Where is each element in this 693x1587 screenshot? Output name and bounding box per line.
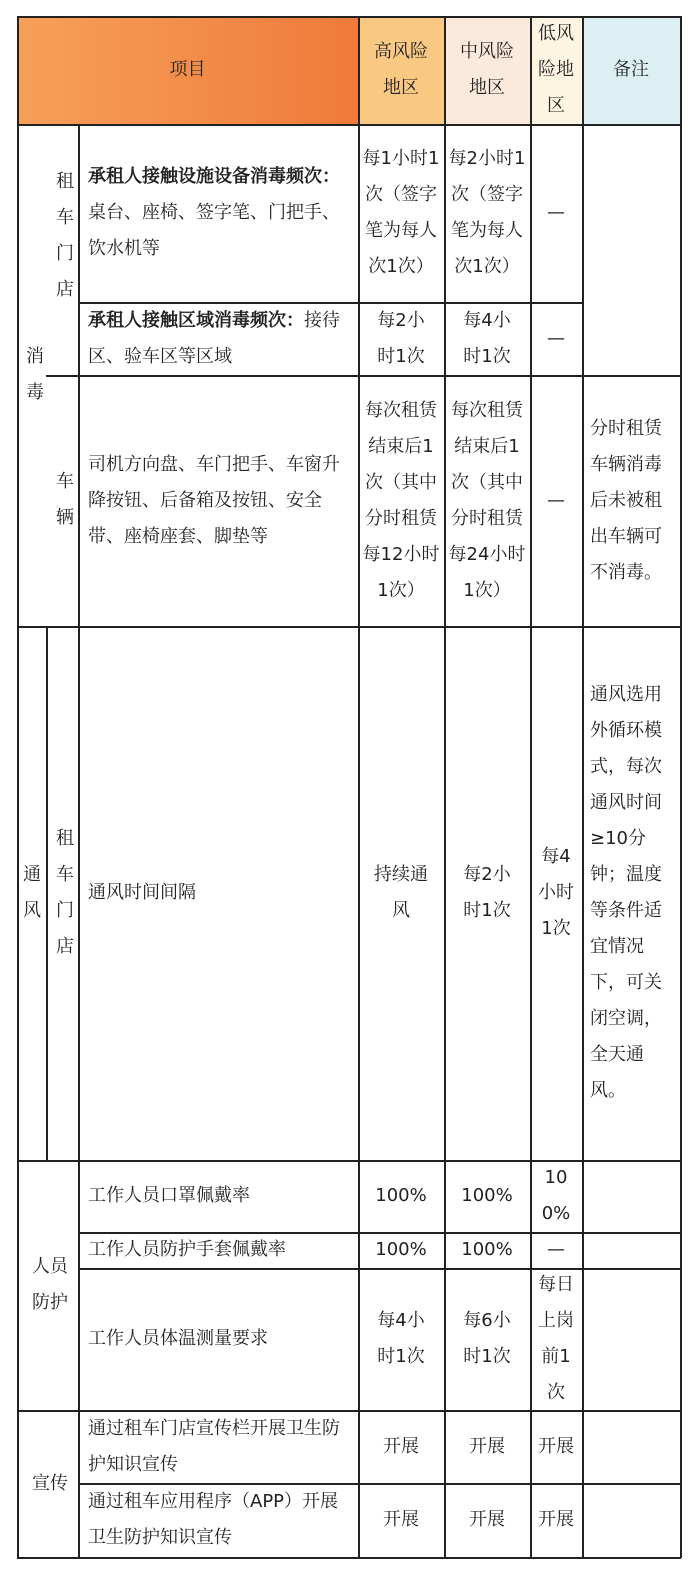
group-ventilation: 通风 <box>23 864 41 921</box>
row-5-item: 工作人员口罩佩戴率 <box>88 1185 250 1206</box>
row-9-high: 开展 <box>383 1509 419 1530</box>
row-8-item: 通过租车门店宣传栏开展卫生防护知识宣传 <box>88 1417 340 1475</box>
row-4-low: 每4小时1次 <box>538 846 574 939</box>
grid-line <box>78 124 80 1558</box>
row-3-remark: 分时租赁车辆消毒后未被租出车辆可不消毒。 <box>590 417 662 583</box>
header-remark-label: 备注 <box>613 59 649 80</box>
grid-line <box>582 16 584 1558</box>
row-3-mid: 每次租赁结束后1次（其中分时租赁每24小时1次） <box>448 399 526 601</box>
row-9-item: 通过租车应用程序（APP）开展卫生防护知识宣传 <box>88 1491 339 1548</box>
grid-line <box>17 16 19 1558</box>
row-4-mid: 每2小时1次 <box>463 864 511 921</box>
row-2-item-bold: 承租人接触区域消毒频次： <box>88 309 304 331</box>
row-1-high: 每1小时1次（签字笔为每人次1次） <box>362 148 440 277</box>
row-7-mid: 每6小时1次 <box>463 1310 511 1367</box>
row-9-low: 开展 <box>538 1509 574 1530</box>
grid-line <box>530 16 532 1558</box>
grid-line <box>46 626 48 1160</box>
header-item-label: 项目 <box>169 59 206 80</box>
group-disinfect-store: 租车门店 <box>56 171 74 300</box>
row-6-low: — <box>547 1239 565 1260</box>
group-publicity: 宣传 <box>32 1473 68 1494</box>
row-2-mid: 每4小时1次 <box>463 309 511 367</box>
header-high-label: 高风险地区 <box>374 41 428 98</box>
header-remark <box>582 16 680 124</box>
row-2-high: 每2小时1次 <box>377 309 425 367</box>
group-disinfect: 消毒 <box>26 346 44 403</box>
group-vent-store: 租车门店 <box>56 828 74 957</box>
row-2-item-text: 接待区、验车区等区域 <box>88 309 340 367</box>
row-6-high: 100% <box>375 1239 427 1260</box>
header-mid-risk <box>444 16 530 124</box>
row-1-item-text: 桌台、座椅、签字笔、门把手、饮水机等 <box>88 202 340 259</box>
grid-line <box>358 16 360 1558</box>
grid-line <box>680 16 682 1558</box>
row-4-high: 持续通风 <box>374 864 428 921</box>
row-3-low: — <box>547 489 565 511</box>
row-1-item-bold: 承租人接触设施设备消毒频次： <box>88 166 340 187</box>
grid-line <box>46 375 681 377</box>
header-mid-label: 中风险地区 <box>460 41 514 98</box>
row-1-item <box>78 124 358 302</box>
row-7-high: 每4小时1次 <box>377 1310 425 1367</box>
row-2-low: — <box>547 327 565 349</box>
row-5-high: 100% <box>375 1185 427 1206</box>
grid-line <box>78 1483 681 1485</box>
header-item <box>17 16 358 124</box>
grid-line <box>78 1232 681 1234</box>
row-4-remark: 通风选用外循环模式，每次通风时间≥10分钟；温度等条件适宜情况下，可关闭空调，全天通风。 <box>590 684 662 1101</box>
row-8-mid: 开展 <box>469 1435 505 1457</box>
row-4-item: 通风时间间隔 <box>88 882 196 903</box>
row-1-mid: 每2小时1次（签字笔为每人次1次） <box>448 148 526 277</box>
grid-line <box>444 16 446 1558</box>
row-5-low: 100% <box>541 1167 571 1224</box>
group-disinfect-vehicle: 车辆 <box>56 471 74 528</box>
row-8-high: 开展 <box>383 1435 419 1457</box>
row-7-item: 工作人员体温测量要求 <box>88 1328 268 1349</box>
row-6-item: 工作人员防护手套佩戴率 <box>88 1239 286 1260</box>
row-8-low: 开展 <box>538 1435 574 1457</box>
row-1-low: — <box>547 202 565 223</box>
grid-line <box>78 302 582 304</box>
row-7-low: 每日上岗前1次 <box>538 1274 574 1403</box>
group-protection: 人员防护 <box>32 1256 68 1313</box>
row-3-item: 司机方向盘、车门把手、车窗升降按钮、后备箱及按钮、安全带、座椅座套、脚垫等 <box>88 453 340 547</box>
header-low-label: 低风险地区 <box>538 23 574 116</box>
row-3-high: 每次租赁结束后1次（其中分时租赁每12小时1次） <box>362 399 440 601</box>
header-high-risk <box>358 16 444 124</box>
grid-line <box>78 1268 681 1270</box>
row-6-mid: 100% <box>461 1239 513 1260</box>
row-2-item <box>78 302 358 375</box>
row-9-mid: 开展 <box>469 1509 505 1530</box>
header-low-risk <box>530 16 582 124</box>
row-5-mid: 100% <box>461 1185 513 1206</box>
